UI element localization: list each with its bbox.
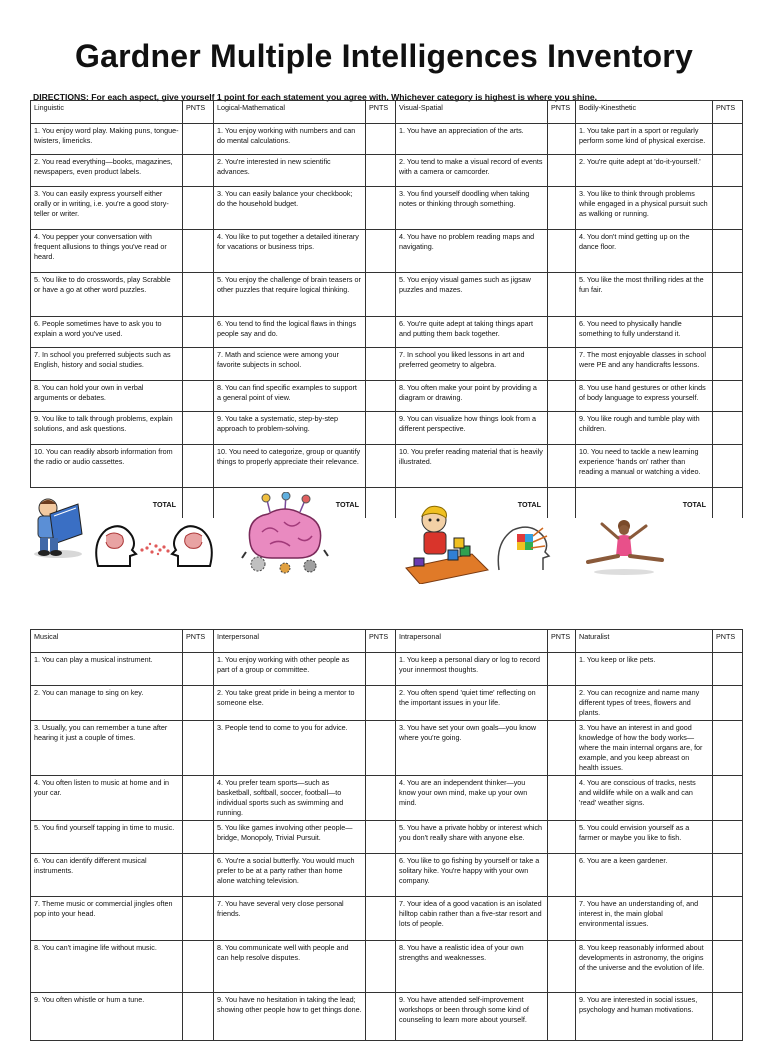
points-header: PNTS <box>713 630 743 653</box>
points-cell[interactable] <box>183 155 214 187</box>
points-cell[interactable] <box>366 317 396 348</box>
statement-cell: 8. You keep reasonably informed about developments in astronomy, the origins of the universe and the evolution of life. <box>576 941 713 993</box>
points-cell[interactable] <box>366 653 396 686</box>
reading-child-icon <box>28 494 88 560</box>
table-row <box>31 317 743 348</box>
points-cell[interactable] <box>713 381 743 412</box>
statement-cell: 4. You don't mind getting up on the dance floor. <box>576 230 713 273</box>
statement-cell: 3. Usually, you can remember a tune after hearing it just a couple of times. <box>31 721 183 776</box>
points-cell[interactable] <box>548 686 576 721</box>
points-cell[interactable] <box>366 821 396 854</box>
points-cell[interactable] <box>366 230 396 273</box>
points-cell[interactable] <box>183 187 214 230</box>
points-cell[interactable] <box>713 993 743 1041</box>
statement-cell: 9. You take a systematic, step-by-step approach to problem-solving. <box>214 412 366 445</box>
statement-cell: 5. You enjoy visual games such as jigsaw puzzles and mazes. <box>396 273 548 317</box>
table-row <box>31 776 743 821</box>
table-row <box>31 686 743 721</box>
statement-cell: 3. You have an interest in and good knowledge of how the body works—where the main internal organs are, for example, and you keep abreast on health issues. <box>576 721 713 776</box>
points-header: PNTS <box>183 101 214 124</box>
statement-cell: 7. You have several very close personal friends. <box>214 897 366 941</box>
category-header: Bodily-Kinesthetic <box>576 101 713 124</box>
points-cell[interactable] <box>548 124 576 155</box>
points-cell[interactable] <box>548 445 576 488</box>
statement-cell: 10. You need to tackle a new learning experience 'hands on' rather than reading a manual or watching a video. <box>576 445 713 488</box>
points-cell[interactable] <box>548 187 576 230</box>
points-cell[interactable] <box>713 821 743 854</box>
table-row <box>31 821 743 854</box>
table-row <box>31 381 743 412</box>
statement-cell: 8. You have a realistic idea of your own strengths and weaknesses. <box>396 941 548 993</box>
points-cell[interactable] <box>713 941 743 993</box>
points-cell[interactable] <box>366 993 396 1041</box>
points-cell[interactable] <box>713 412 743 445</box>
table-row <box>31 412 743 445</box>
points-cell[interactable] <box>548 155 576 187</box>
statement-cell: 3. You find yourself doodling when taking notes or thinking through something. <box>396 187 548 230</box>
statement-cell: 1. You enjoy word play. Making puns, tongue-twisters, limericks. <box>31 124 183 155</box>
statement-cell: 8. You use hand gestures or other kinds of body language to express yourself. <box>576 381 713 412</box>
points-cell[interactable] <box>713 124 743 155</box>
points-cell[interactable] <box>183 381 214 412</box>
statement-cell: 9. You like rough and tumble play with children. <box>576 412 713 445</box>
statement-cell: 6. You are a keen gardener. <box>576 854 713 897</box>
statement-cell: 7. Theme music or commercial jingles often pop into your head. <box>31 897 183 941</box>
points-header: PNTS <box>366 101 396 124</box>
table-row <box>31 897 743 941</box>
table-row <box>31 653 743 686</box>
statement-cell: 7. Your idea of a good vacation is an isolated hilltop cabin rather than a five-star resort and lots of people. <box>396 897 548 941</box>
statement-cell: 4. You often listen to music at home and in your car. <box>31 776 183 821</box>
points-cell[interactable] <box>366 445 396 488</box>
points-cell[interactable] <box>183 124 214 155</box>
statement-cell: 7. In school you liked lessons in art and preferred geometry to algebra. <box>396 348 548 381</box>
points-cell[interactable] <box>548 317 576 348</box>
directions-text: DIRECTIONS: For each aspect, give yourself 1 point for each statement you agree with. Whichever category is highest is where you shine. <box>33 92 597 102</box>
points-cell[interactable] <box>548 273 576 317</box>
statement-cell: 5. You could envision yourself as a farmer or maybe you like to fish. <box>576 821 713 854</box>
points-cell[interactable] <box>713 776 743 821</box>
points-cell[interactable] <box>183 854 214 897</box>
total-label: TOTAL <box>31 488 183 518</box>
points-cell[interactable] <box>366 897 396 941</box>
inventory-table-1 <box>30 100 743 518</box>
table-row <box>31 273 743 317</box>
points-header: PNTS <box>713 101 743 124</box>
statement-cell: 4. You like to put together a detailed itinerary for vacations or business trips. <box>214 230 366 273</box>
points-cell[interactable] <box>713 854 743 897</box>
statement-cell: 1. You keep a personal diary or log to record your innermost thoughts. <box>396 653 548 686</box>
statement-cell: 6. You tend to find the logical flaws in things people say and do. <box>214 317 366 348</box>
points-cell[interactable] <box>548 230 576 273</box>
points-cell[interactable] <box>183 348 214 381</box>
points-cell[interactable] <box>183 317 214 348</box>
gymnast-icon <box>580 516 670 578</box>
statement-cell: 9. You have attended self-improvement workshops or been through some kind of counseling to learn more about yourself. <box>396 993 548 1041</box>
table-row <box>31 348 743 381</box>
points-cell[interactable] <box>713 686 743 721</box>
statement-cell: 10. You need to categorize, group or quantify things to properly appreciate their relevance. <box>214 445 366 488</box>
statement-cell: 1. You enjoy working with numbers and can do mental calculations. <box>214 124 366 155</box>
statement-cell: 3. You can easily express yourself either orally or in writing, i.e. you're a good story-teller or writer. <box>31 187 183 230</box>
category-header: Visual-Spatial <box>396 101 548 124</box>
statement-cell: 2. You take great pride in being a mentor to someone else. <box>214 686 366 721</box>
statement-cell: 6. You're quite adept at taking things apart and putting them back together. <box>396 317 548 348</box>
statement-cell: 6. You can identify different musical instruments. <box>31 854 183 897</box>
statement-cell: 5. You like games involving other people—bridge, Monopoly, Trivial Pursuit. <box>214 821 366 854</box>
inventory-table-2 <box>30 629 743 1041</box>
statement-cell: 7. In school you preferred subjects such as English, history and social studies. <box>31 348 183 381</box>
illustrations-strip <box>0 492 768 592</box>
points-cell[interactable] <box>713 317 743 348</box>
points-cell[interactable] <box>366 776 396 821</box>
points-cell[interactable] <box>366 273 396 317</box>
points-cell[interactable] <box>713 445 743 488</box>
points-cell[interactable] <box>548 721 576 776</box>
statement-cell: 1. You can play a musical instrument. <box>31 653 183 686</box>
points-cell[interactable] <box>548 854 576 897</box>
points-cell[interactable] <box>366 721 396 776</box>
statement-cell: 7. Math and science were among your favorite subjects in school. <box>214 348 366 381</box>
statement-cell: 7. You have an understanding of, and interest in, the main global environmental issues. <box>576 897 713 941</box>
category-header: Intrapersonal <box>396 630 548 653</box>
points-cell[interactable] <box>366 155 396 187</box>
points-cell[interactable] <box>548 381 576 412</box>
statement-cell: 2. You often spend 'quiet time' reflecting on the important issues in your life. <box>396 686 548 721</box>
talking-heads-icon <box>92 522 217 572</box>
statement-cell: 10. You can readily absorb information from the radio or audio cassettes. <box>31 445 183 488</box>
statement-cell: 1. You enjoy working with other people as part of a group or committee. <box>214 653 366 686</box>
statement-cell: 4. You are conscious of tracks, nests and wildlife while on a walk and can 'read' weather signs. <box>576 776 713 821</box>
points-cell[interactable] <box>713 230 743 273</box>
points-cell[interactable] <box>183 230 214 273</box>
points-header: PNTS <box>183 630 214 653</box>
points-cell[interactable] <box>366 412 396 445</box>
statement-cell: 3. You like to think through problems while engaged in a physical pursuit such as walking or running. <box>576 187 713 230</box>
statement-cell: 3. You can easily balance your checkbook; do the household budget. <box>214 187 366 230</box>
points-cell[interactable] <box>366 348 396 381</box>
points-cell[interactable] <box>183 273 214 317</box>
points-cell[interactable] <box>548 897 576 941</box>
table-row <box>31 941 743 993</box>
statement-cell: 2. You read everything—books, magazines, newspapers, even product labels. <box>31 155 183 187</box>
statement-cell: 5. You like the most thrilling rides at the fun fair. <box>576 273 713 317</box>
total-label: TOTAL <box>214 488 366 518</box>
points-cell[interactable] <box>183 897 214 941</box>
points-cell[interactable] <box>713 155 743 187</box>
points-cell[interactable] <box>183 993 214 1041</box>
statement-cell: 9. You are interested in social issues, psychology and human motivations. <box>576 993 713 1041</box>
category-header: Naturalist <box>576 630 713 653</box>
points-cell[interactable] <box>366 187 396 230</box>
points-cell[interactable] <box>548 412 576 445</box>
table-row <box>31 721 743 776</box>
points-cell[interactable] <box>713 721 743 776</box>
points-cell[interactable] <box>713 653 743 686</box>
cube-head-icon <box>495 522 555 576</box>
statement-cell: 6. You need to physically handle something to fully understand it. <box>576 317 713 348</box>
statement-cell: 5. You enjoy the challenge of brain teasers or other puzzles that require logical thinking. <box>214 273 366 317</box>
total-label: TOTAL <box>576 488 713 518</box>
points-cell[interactable] <box>183 686 214 721</box>
points-cell[interactable] <box>183 653 214 686</box>
statement-cell: 9. You can visualize how things look from a different perspective. <box>396 412 548 445</box>
points-cell[interactable] <box>548 941 576 993</box>
statement-cell: 9. You have no hesitation in taking the lead; showing other people how to get things done. <box>214 993 366 1041</box>
points-header: PNTS <box>548 101 576 124</box>
points-cell[interactable] <box>183 776 214 821</box>
points-cell[interactable] <box>366 941 396 993</box>
points-cell[interactable] <box>548 348 576 381</box>
points-cell[interactable] <box>548 776 576 821</box>
points-cell[interactable] <box>713 273 743 317</box>
statement-cell: 4. You prefer team sports—such as basketball, softball, soccer, football—to individual sports such as swimming and running. <box>214 776 366 821</box>
statement-cell: 4. You pepper your conversation with frequent allusions to things you've read or heard. <box>31 230 183 273</box>
points-header: PNTS <box>548 630 576 653</box>
statement-cell: 2. You're quite adept at 'do-it-yourself.' <box>576 155 713 187</box>
points-cell[interactable] <box>366 124 396 155</box>
points-cell[interactable] <box>366 381 396 412</box>
brain-gears-icon <box>240 492 330 578</box>
statement-cell: 9. You often whistle or hum a tune. <box>31 993 183 1041</box>
points-cell[interactable] <box>183 445 214 488</box>
statement-cell: 8. You communicate well with people and can help resolve disputes. <box>214 941 366 993</box>
category-header: Interpersonal <box>214 630 366 653</box>
points-cell[interactable] <box>548 653 576 686</box>
statement-cell: 2. You can recognize and name many different types of trees, flowers and plants. <box>576 686 713 721</box>
category-header: Linguistic <box>31 101 183 124</box>
statement-cell: 10. You prefer reading material that is heavily illustrated. <box>396 445 548 488</box>
points-cell[interactable] <box>713 187 743 230</box>
statement-cell: 6. You're a social butterfly. You would much prefer to be at a party rather than home alone watching television. <box>214 854 366 897</box>
points-cell[interactable] <box>183 721 214 776</box>
statement-cell: 5. You have a private hobby or interest which you don't really share with anyone else. <box>396 821 548 854</box>
table-row <box>31 993 743 1041</box>
statement-cell: 8. You can't imagine life without music. <box>31 941 183 993</box>
total-label: TOTAL <box>396 488 548 518</box>
points-cell[interactable] <box>183 412 214 445</box>
statement-cell: 2. You tend to make a visual record of events with a camera or camcorder. <box>396 155 548 187</box>
child-blocks-icon <box>402 498 490 584</box>
table-row <box>31 445 743 488</box>
statement-cell: 8. You often make your point by providing a diagram or drawing. <box>396 381 548 412</box>
points-cell[interactable] <box>366 854 396 897</box>
statement-cell: 3. You have set your own goals—you know where you're going. <box>396 721 548 776</box>
statement-cell: 5. You find yourself tapping in time to music. <box>31 821 183 854</box>
statement-cell: 2. You can manage to sing on key. <box>31 686 183 721</box>
statement-cell: 3. People tend to come to you for advice. <box>214 721 366 776</box>
statement-cell: 6. People sometimes have to ask you to explain a word you've used. <box>31 317 183 348</box>
table-row <box>31 230 743 273</box>
points-cell[interactable] <box>183 821 214 854</box>
points-cell[interactable] <box>713 348 743 381</box>
points-cell[interactable] <box>713 897 743 941</box>
table-row <box>31 155 743 187</box>
points-header: PNTS <box>366 630 396 653</box>
statement-cell: 7. The most enjoyable classes in school were PE and any handicrafts lessons. <box>576 348 713 381</box>
page-title: Gardner Multiple Intelligences Inventory <box>75 38 693 74</box>
statement-cell: 8. You can find specific examples to support a general point of view. <box>214 381 366 412</box>
statement-cell: 6. You like to go fishing by yourself or take a solitary hike. You're happy with your own company. <box>396 854 548 897</box>
points-cell[interactable] <box>183 941 214 993</box>
statement-cell: 8. You can hold your own in verbal arguments or debates. <box>31 381 183 412</box>
points-cell[interactable] <box>548 821 576 854</box>
table-row <box>31 124 743 155</box>
statement-cell: 4. You are an independent thinker—you know your own mind, make up your own mind. <box>396 776 548 821</box>
points-cell[interactable] <box>548 993 576 1041</box>
statement-cell: 1. You take part in a sport or regularly perform some kind of physical exercise. <box>576 124 713 155</box>
table-row <box>31 854 743 897</box>
statement-cell: 1. You keep or like pets. <box>576 653 713 686</box>
statement-cell: 9. You like to talk through problems, explain solutions, and ask questions. <box>31 412 183 445</box>
statement-cell: 2. You're interested in new scientific advances. <box>214 155 366 187</box>
points-cell[interactable] <box>366 686 396 721</box>
table-row <box>31 187 743 230</box>
statement-cell: 5. You like to do crosswords, play Scrabble or have a go at other word puzzles. <box>31 273 183 317</box>
statement-cell: 1. You have an appreciation of the arts. <box>396 124 548 155</box>
category-header: Musical <box>31 630 183 653</box>
category-header: Logical-Mathematical <box>214 101 366 124</box>
statement-cell: 4. You have no problem reading maps and navigating. <box>396 230 548 273</box>
